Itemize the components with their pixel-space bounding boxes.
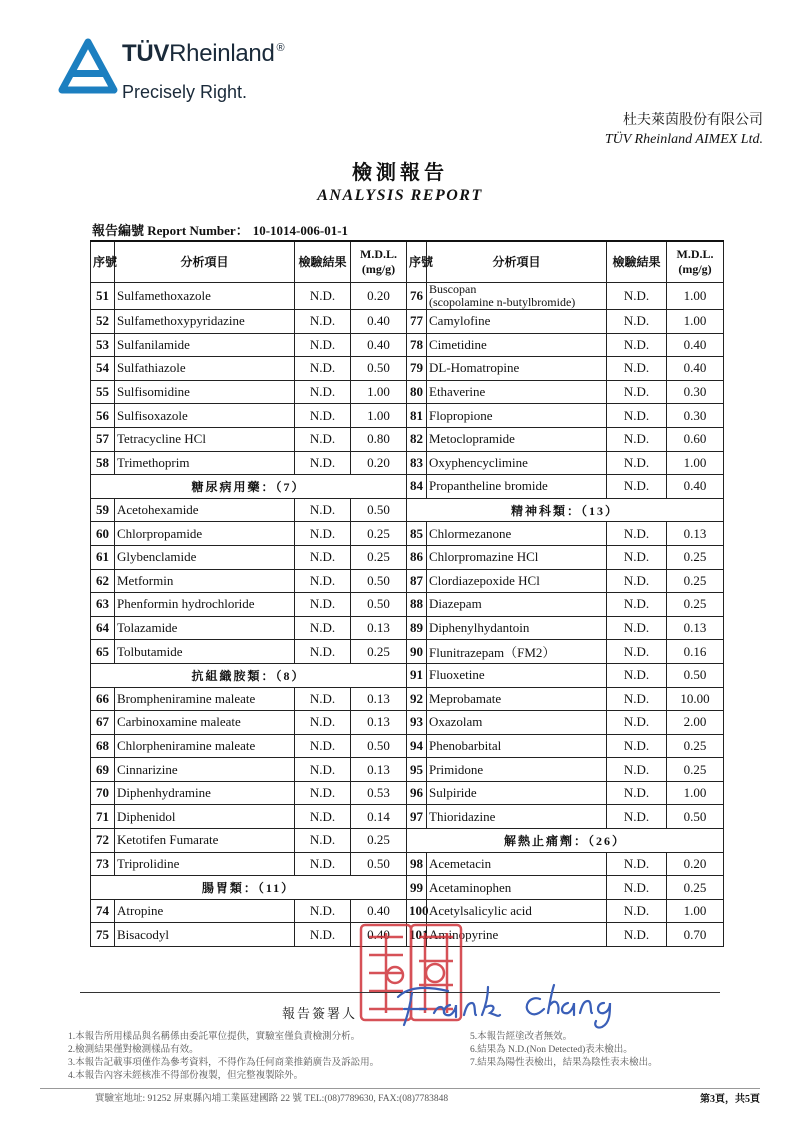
item-name: Phenformin hydrochloride: [115, 593, 295, 617]
tuv-logo: [60, 38, 320, 108]
item-name: Sulfamethoxypyridazine: [115, 310, 295, 334]
table-row: [91, 640, 724, 664]
item-mdl: 0.14: [351, 805, 407, 829]
item-mdl: 0.25: [667, 876, 724, 900]
item-result: N.D.: [607, 427, 667, 451]
item-name: Sulfanilamide: [115, 333, 295, 357]
notes-right: [470, 1031, 658, 1070]
item-mdl: 0.80: [351, 427, 407, 451]
item-result: N.D.: [607, 310, 667, 334]
item-mdl: 0.40: [667, 333, 724, 357]
item-number: 98: [407, 852, 427, 876]
item-name: Acetaminophen: [427, 876, 607, 900]
item-result: N.D.: [295, 852, 351, 876]
item-name: Ethaverine: [427, 380, 607, 404]
item-result: N.D.: [607, 734, 667, 758]
item-mdl: 0.50: [351, 357, 407, 381]
table-row: [91, 876, 724, 900]
item-name: Carbinoxamine maleate: [115, 711, 295, 735]
item-result: N.D.: [607, 899, 667, 923]
item-mdl: 0.25: [351, 829, 407, 853]
item-number: 88: [407, 593, 427, 617]
item-mdl: 0.16: [667, 640, 724, 664]
item-result: N.D.: [607, 805, 667, 829]
item-name: Flopropione: [427, 404, 607, 428]
item-mdl: 0.40: [667, 357, 724, 381]
item-number: 91: [407, 663, 427, 687]
item-result: N.D.: [295, 781, 351, 805]
item-mdl: 2.00: [667, 711, 724, 735]
item-result: N.D.: [607, 475, 667, 499]
item-number: 74: [91, 899, 115, 923]
note-item: 7.結果為陽性表檢出，結果為陰性表未檢出。: [470, 1058, 658, 1068]
item-mdl: 1.00: [667, 451, 724, 475]
item-number: 89: [407, 616, 427, 640]
item-mdl: 0.13: [667, 522, 724, 546]
item-number: 64: [91, 616, 115, 640]
table-row: [91, 734, 724, 758]
item-result: N.D.: [607, 569, 667, 593]
item-number: 54: [91, 357, 115, 381]
item-number: 97: [407, 805, 427, 829]
item-mdl: 1.00: [667, 781, 724, 805]
item-result: N.D.: [295, 310, 351, 334]
item-mdl: 0.13: [351, 616, 407, 640]
item-number: 65: [91, 640, 115, 664]
item-number: 85: [407, 522, 427, 546]
signatory-label: 報告簽署人: [282, 1006, 358, 1021]
item-result: N.D.: [295, 451, 351, 475]
item-result: N.D.: [607, 545, 667, 569]
item-mdl: 0.25: [351, 640, 407, 664]
table-row: [91, 663, 724, 687]
item-name: Tolbutamide: [115, 640, 295, 664]
table-row: [91, 333, 724, 357]
item-mdl: 0.25: [351, 522, 407, 546]
item-name: Thioridazine: [427, 805, 607, 829]
notes-left: [68, 1031, 379, 1083]
item-result: N.D.: [295, 640, 351, 664]
item-number: 100: [407, 899, 427, 923]
item-result: N.D.: [295, 687, 351, 711]
item-name: Diazepam: [427, 593, 607, 617]
item-name: Chlorpropamide: [115, 522, 295, 546]
item-name: Clordiazepoxide HCl: [427, 569, 607, 593]
col-result-right: 檢驗結果: [607, 241, 667, 283]
item-result: N.D.: [607, 357, 667, 381]
item-result: N.D.: [607, 380, 667, 404]
item-result: N.D.: [295, 899, 351, 923]
item-name: Chlorpheniramine maleate: [115, 734, 295, 758]
item-result: N.D.: [607, 758, 667, 782]
item-mdl: 0.25: [667, 758, 724, 782]
table-row: [91, 805, 724, 829]
item-name: Sulpiride: [427, 781, 607, 805]
item-number: 101: [407, 923, 427, 947]
item-number: 73: [91, 852, 115, 876]
item-result: N.D.: [295, 829, 351, 853]
item-mdl: 1.00: [667, 310, 724, 334]
item-name: Primidone: [427, 758, 607, 782]
note-item: 3.本報告記載事項僅作為參考資料，不得作為任何商業推銷廣告及訴訟用。: [68, 1058, 380, 1068]
item-number: 59: [91, 498, 115, 522]
item-number: 51: [91, 283, 115, 310]
item-number: 99: [407, 876, 427, 900]
item-name: Sulfamethoxazole: [115, 283, 295, 310]
item-result: N.D.: [295, 711, 351, 735]
item-result: N.D.: [607, 616, 667, 640]
item-mdl: 0.53: [351, 781, 407, 805]
item-result: N.D.: [295, 283, 351, 310]
col-mdl: M.D.L. (mg/g): [351, 241, 407, 283]
item-result: N.D.: [607, 852, 667, 876]
item-name: Triprolidine: [115, 852, 295, 876]
col-no-right: 序號: [407, 241, 427, 283]
item-name: Ketotifen Fumarate: [115, 829, 295, 853]
col-no: 序號: [91, 241, 115, 283]
item-mdl: 0.13: [351, 711, 407, 735]
title-en: ANALYSIS REPORT: [317, 187, 483, 204]
item-number: 86: [407, 545, 427, 569]
item-name: Cinnarizine: [115, 758, 295, 782]
item-name: Diphenidol: [115, 805, 295, 829]
signature-frank-chang: [390, 975, 690, 1035]
item-mdl: 0.25: [667, 569, 724, 593]
table-row: [91, 380, 724, 404]
item-name: Phenobarbital: [427, 734, 607, 758]
item-mdl: 0.40: [667, 475, 724, 499]
item-result: N.D.: [607, 451, 667, 475]
table-row: [91, 498, 724, 522]
item-mdl: 0.30: [667, 380, 724, 404]
col-mdl-right: M.D.L. (mg/g): [667, 241, 724, 283]
item-name: Acetylsalicylic acid: [427, 899, 607, 923]
item-result: N.D.: [295, 333, 351, 357]
item-result: N.D.: [295, 616, 351, 640]
item-mdl: 0.40: [351, 923, 407, 947]
table-row: [91, 427, 724, 451]
note-item: 4.本報告內容未經核准不得部份複製，但完整複製除外。: [68, 1071, 304, 1081]
item-name: Chlorpromazine HCl: [427, 545, 607, 569]
company-name: 杜夫萊茵股份有限公司 TÜV Rheinland AIMEX Ltd.: [604, 113, 763, 147]
item-result: N.D.: [607, 522, 667, 546]
tuv-triangle-icon: [60, 40, 116, 100]
table-row: [91, 781, 724, 805]
item-mdl: 0.60: [667, 427, 724, 451]
item-name: Sulfisoxazole: [115, 404, 295, 428]
item-name: Tolazamide: [115, 616, 295, 640]
item-name: Acemetacin: [427, 852, 607, 876]
note-item: 6.結果為 N.D.(Non Detected)表未檢出。: [470, 1045, 633, 1055]
category-header: 解熱止痛劑：（26）: [407, 829, 724, 853]
item-mdl: 0.50: [351, 569, 407, 593]
item-name: Oxyphencyclimine: [427, 451, 607, 475]
item-number: 75: [91, 923, 115, 947]
table-row: [91, 829, 724, 853]
item-mdl: 0.50: [351, 498, 407, 522]
item-mdl: 0.25: [667, 593, 724, 617]
item-number: 95: [407, 758, 427, 782]
item-number: 61: [91, 545, 115, 569]
item-mdl: 0.25: [351, 545, 407, 569]
item-name: Bisacodyl: [115, 923, 295, 947]
item-name: Aminopyrine: [427, 923, 607, 947]
item-name: Fluoxetine: [427, 663, 607, 687]
item-result: N.D.: [295, 357, 351, 381]
analysis-table: [90, 240, 724, 947]
item-number: 60: [91, 522, 115, 546]
item-result: N.D.: [607, 781, 667, 805]
item-number: 96: [407, 781, 427, 805]
table-row: [91, 404, 724, 428]
item-number: 55: [91, 380, 115, 404]
item-name: Diphenylhydantoin: [427, 616, 607, 640]
table-row: [91, 687, 724, 711]
item-mdl: 1.00: [351, 404, 407, 428]
slogan: Precisely Right.: [122, 82, 248, 102]
item-number: 78: [407, 333, 427, 357]
table-row: [91, 545, 724, 569]
table-row: [91, 758, 724, 782]
table-row: [91, 522, 724, 546]
item-name: Flunitrazepam（FM2）: [427, 640, 607, 664]
item-mdl: 0.40: [351, 333, 407, 357]
item-number: 83: [407, 451, 427, 475]
page-number: 第3頁，共5頁: [700, 1094, 760, 1105]
item-name: Brompheniramine maleate: [115, 687, 295, 711]
report-number: 報告編號 Report Number： 10-1014-006-01-1: [92, 223, 349, 238]
item-result: N.D.: [607, 687, 667, 711]
brand-name: TÜVRheinland ®: [122, 40, 285, 67]
table-row: [91, 852, 724, 876]
category-header: 抗組織胺類：（8）: [91, 663, 407, 687]
table-row: [91, 283, 724, 310]
category-header: 腸胃類：（11）: [91, 876, 407, 900]
item-mdl: 0.70: [667, 923, 724, 947]
item-name: Sulfathiazole: [115, 357, 295, 381]
item-result: N.D.: [295, 404, 351, 428]
item-result: N.D.: [295, 805, 351, 829]
table-row: [91, 475, 724, 499]
item-result: N.D.: [295, 427, 351, 451]
item-number: 53: [91, 333, 115, 357]
table-row: [91, 451, 724, 475]
item-mdl: 0.20: [351, 283, 407, 310]
item-mdl: 0.13: [667, 616, 724, 640]
item-name: Diphenhydramine: [115, 781, 295, 805]
item-result: N.D.: [295, 593, 351, 617]
item-number: 62: [91, 569, 115, 593]
item-mdl: 0.13: [351, 687, 407, 711]
item-mdl: 0.30: [667, 404, 724, 428]
item-mdl: 0.40: [351, 310, 407, 334]
item-result: N.D.: [607, 876, 667, 900]
col-item: 分析項目: [115, 241, 295, 283]
table-row: [91, 711, 724, 735]
item-result: N.D.: [295, 569, 351, 593]
item-mdl: 0.13: [351, 758, 407, 782]
note-item: 1.本報告所用樣品與名稱係由委託單位提供，實驗室僅負責檢測分析。: [68, 1032, 361, 1042]
item-number: 92: [407, 687, 427, 711]
item-result: N.D.: [295, 522, 351, 546]
item-result: N.D.: [607, 663, 667, 687]
item-name: Propantheline bromide: [427, 475, 607, 499]
item-result: N.D.: [607, 593, 667, 617]
item-result: N.D.: [295, 923, 351, 947]
item-number: 87: [407, 569, 427, 593]
item-result: N.D.: [607, 333, 667, 357]
item-result: N.D.: [607, 711, 667, 735]
item-name: Tetracycline HCl: [115, 427, 295, 451]
item-number: 63: [91, 593, 115, 617]
item-name: Acetohexamide: [115, 498, 295, 522]
item-number: 79: [407, 357, 427, 381]
item-mdl: 1.00: [351, 380, 407, 404]
item-mdl: 1.00: [667, 899, 724, 923]
footer-divider: [40, 1088, 760, 1089]
item-number: 69: [91, 758, 115, 782]
item-name: Camylofine: [427, 310, 607, 334]
item-mdl: 0.50: [667, 805, 724, 829]
item-number: 80: [407, 380, 427, 404]
item-result: N.D.: [295, 545, 351, 569]
item-mdl: 10.00: [667, 687, 724, 711]
col-item-right: 分析項目: [427, 241, 607, 283]
table-row: [91, 593, 724, 617]
table-row: [91, 616, 724, 640]
item-number: 71: [91, 805, 115, 829]
table-row: [91, 569, 724, 593]
item-name: Oxazolam: [427, 711, 607, 735]
item-number: 90: [407, 640, 427, 664]
item-number: 84: [407, 475, 427, 499]
item-name: Sulfisomidine: [115, 380, 295, 404]
report-title: [0, 156, 800, 205]
item-number: 57: [91, 427, 115, 451]
item-number: 66: [91, 687, 115, 711]
note-item: 2.檢測結果僅對檢測樣品有效。: [68, 1045, 199, 1055]
item-name: Glybenclamide: [115, 545, 295, 569]
item-name: Chlormezanone: [427, 522, 607, 546]
item-name: Trimethoprim: [115, 451, 295, 475]
item-number: 67: [91, 711, 115, 735]
item-result: N.D.: [607, 283, 667, 310]
lab-address: 實驗室地址: 91252 屏東縣內埔工業區建國路 22 號 TEL:(08)7789630, FAX:(08)7783848: [95, 1094, 449, 1104]
item-result: N.D.: [295, 380, 351, 404]
item-number: 82: [407, 427, 427, 451]
item-number: 68: [91, 734, 115, 758]
item-mdl: 0.40: [351, 899, 407, 923]
item-result: N.D.: [295, 734, 351, 758]
col-result: 檢驗結果: [295, 241, 351, 283]
item-mdl: 0.25: [667, 545, 724, 569]
item-name: DL-Homatropine: [427, 357, 607, 381]
item-mdl: 0.50: [351, 852, 407, 876]
item-result: N.D.: [607, 404, 667, 428]
item-name: Metformin: [115, 569, 295, 593]
item-mdl: 0.25: [667, 734, 724, 758]
table-row: [91, 357, 724, 381]
item-number: 56: [91, 404, 115, 428]
item-number: 52: [91, 310, 115, 334]
item-number: 81: [407, 404, 427, 428]
category-header: 糖尿病用藥：（7）: [91, 475, 407, 499]
item-number: 76: [407, 283, 427, 310]
item-number: 94: [407, 734, 427, 758]
item-mdl: 1.00: [667, 283, 724, 310]
item-result: N.D.: [607, 923, 667, 947]
category-header: 精神科類：（13）: [407, 498, 724, 522]
item-mdl: 0.50: [351, 734, 407, 758]
item-result: N.D.: [607, 640, 667, 664]
item-mdl: 0.20: [351, 451, 407, 475]
item-name: Atropine: [115, 899, 295, 923]
item-mdl: 0.50: [667, 663, 724, 687]
item-name: Cimetidine: [427, 333, 607, 357]
item-name: Metoclopramide: [427, 427, 607, 451]
item-number: 77: [407, 310, 427, 334]
title-zh: 檢測報告: [352, 162, 448, 184]
item-name: Buscopan (scopolamine n-butylbromide): [427, 283, 607, 310]
note-item: 5.本報告經塗改者無效。: [470, 1032, 573, 1042]
item-mdl: 0.20: [667, 852, 724, 876]
item-number: 93: [407, 711, 427, 735]
item-name: Meprobamate: [427, 687, 607, 711]
item-number: 72: [91, 829, 115, 853]
table-row: [91, 310, 724, 334]
item-number: 58: [91, 451, 115, 475]
item-result: N.D.: [295, 758, 351, 782]
item-number: 70: [91, 781, 115, 805]
item-result: N.D.: [295, 498, 351, 522]
item-mdl: 0.50: [351, 593, 407, 617]
